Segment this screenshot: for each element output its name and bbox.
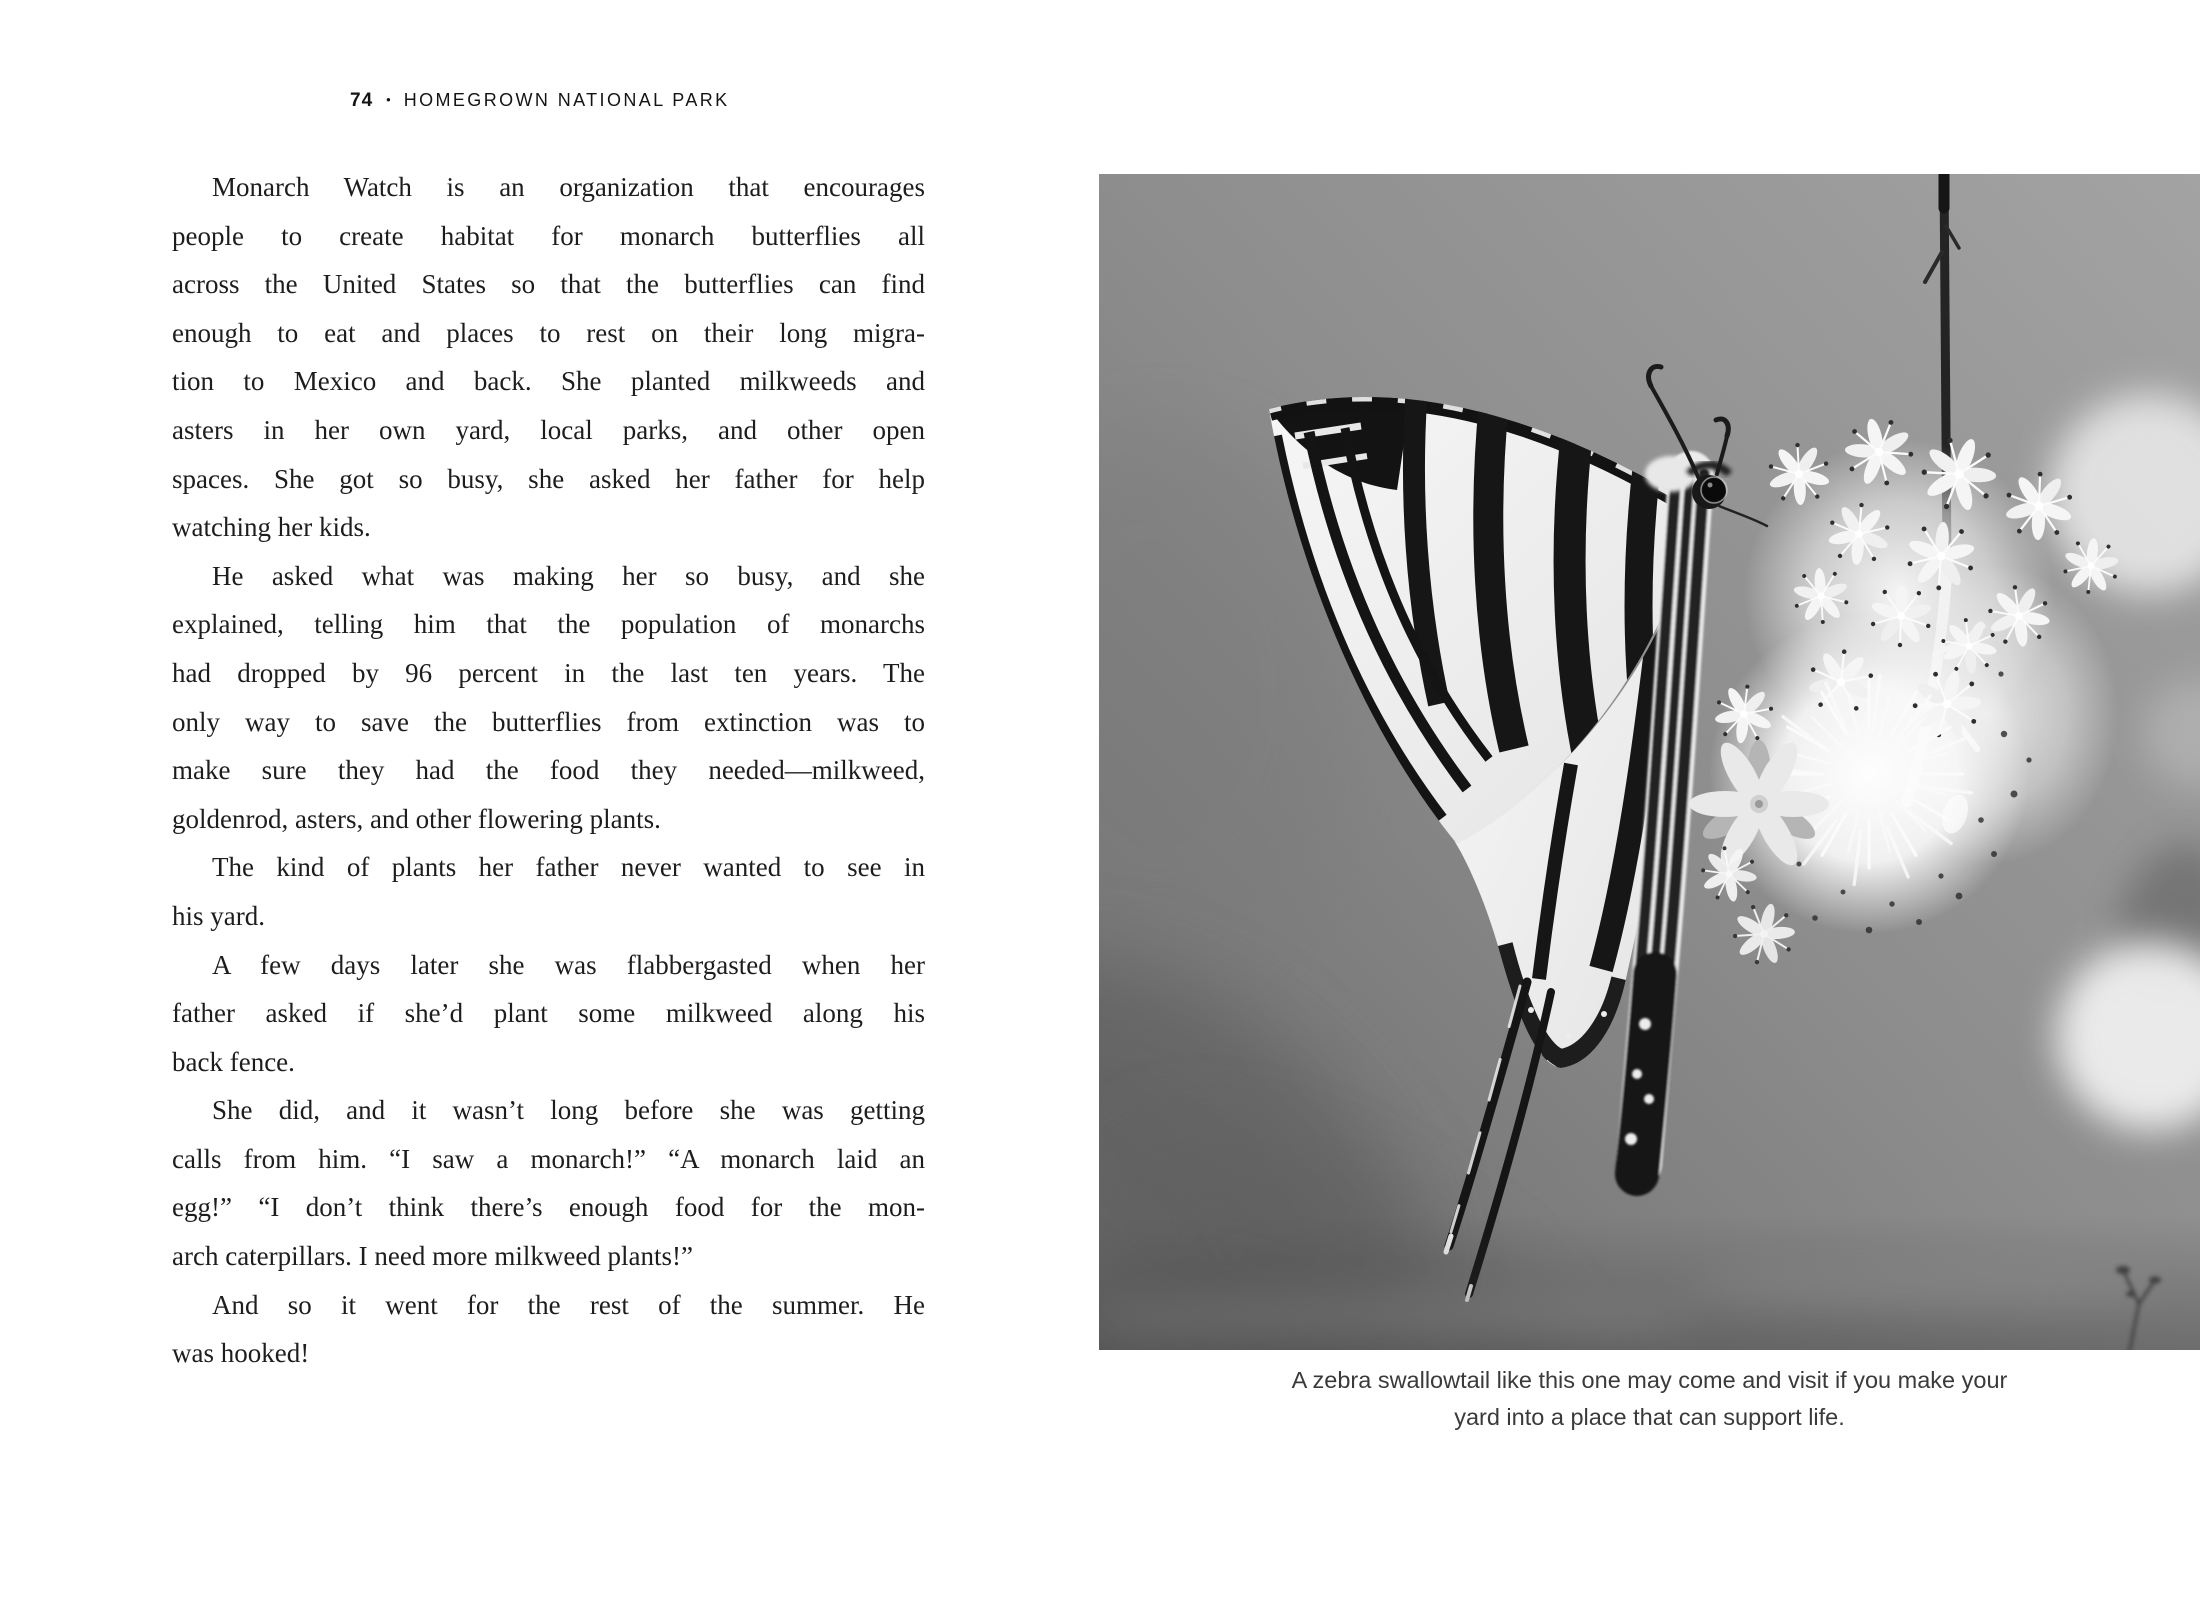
text-line: had dropped by 96 percent in the last ten years. The <box>172 657 925 688</box>
page-number: 74 <box>350 90 374 111</box>
text-line: goldenrod, asters, and other flowering plants. <box>172 803 661 834</box>
text-line: people to create habitat for monarch butterflies all <box>172 220 925 251</box>
text-line: his yard. <box>172 900 265 931</box>
text-line: calls from him. “I saw a monarch!” “A monarch laid an <box>172 1143 925 1174</box>
text-line: watching her kids. <box>172 512 371 543</box>
butterfly-eye <box>1703 479 1726 502</box>
text-line: explained, telling him that the population of monarchs <box>172 609 925 640</box>
text-line: tion to Mexico and back. She planted milkweeds and <box>172 366 925 397</box>
text-line: across the United States so that the butterflies can find <box>172 269 925 300</box>
text-line: was hooked! <box>172 1338 310 1369</box>
text-line: enough to eat and places to rest on their long migra- <box>172 317 925 348</box>
paragraph <box>172 1281 925 1378</box>
text-line: back fence. <box>172 1046 295 1077</box>
body-text <box>172 163 925 1378</box>
butterfly-illustration <box>1099 174 2200 1350</box>
paragraph <box>172 1086 925 1280</box>
paragraph <box>172 552 925 844</box>
text-line: father asked if she’d plant some milkweed along his <box>172 998 925 1029</box>
caption-line: A zebra swallowtail like this one may come and visit if you make your <box>1291 1367 2008 1393</box>
text-line: egg!” “I don’t think there’s enough food for the mon- <box>172 1192 925 1223</box>
text-line: And so it went for the rest of the summer. He <box>212 1289 925 1320</box>
text-line: only way to save the butterflies from extinction was to <box>172 706 925 737</box>
text-line: Monarch Watch is an organization that encourages <box>212 172 925 202</box>
photo-caption <box>1099 1362 2200 1436</box>
butterfly-photo <box>1099 174 2200 1350</box>
bottom-shade <box>1099 1214 2200 1350</box>
paragraph <box>172 941 925 1087</box>
text-line: He asked what was making her so busy, and she <box>212 560 925 591</box>
text-line: The kind of plants her father never wanted to see in <box>212 852 925 883</box>
running-header <box>350 90 730 112</box>
text-line: asters in her own yard, local parks, and other open <box>172 414 925 445</box>
running-title: HOMEGROWN NATIONAL PARK <box>403 90 730 110</box>
bullet-separator: • <box>386 92 391 107</box>
text-line: arch caterpillars. I need more milkweed plants!” <box>172 1241 694 1272</box>
paragraph <box>172 163 925 552</box>
caption-line: yard into a place that can support life. <box>1454 1404 1845 1430</box>
text-line: make sure they had the food they needed—milkweed, <box>172 755 925 786</box>
text-line: She did, and it wasn’t long before she was getting <box>212 1095 925 1126</box>
text-line: A few days later she was flabbergasted when her <box>212 949 925 980</box>
text-line: spaces. She got so busy, she asked her father for help <box>172 463 925 494</box>
paragraph <box>172 843 925 940</box>
